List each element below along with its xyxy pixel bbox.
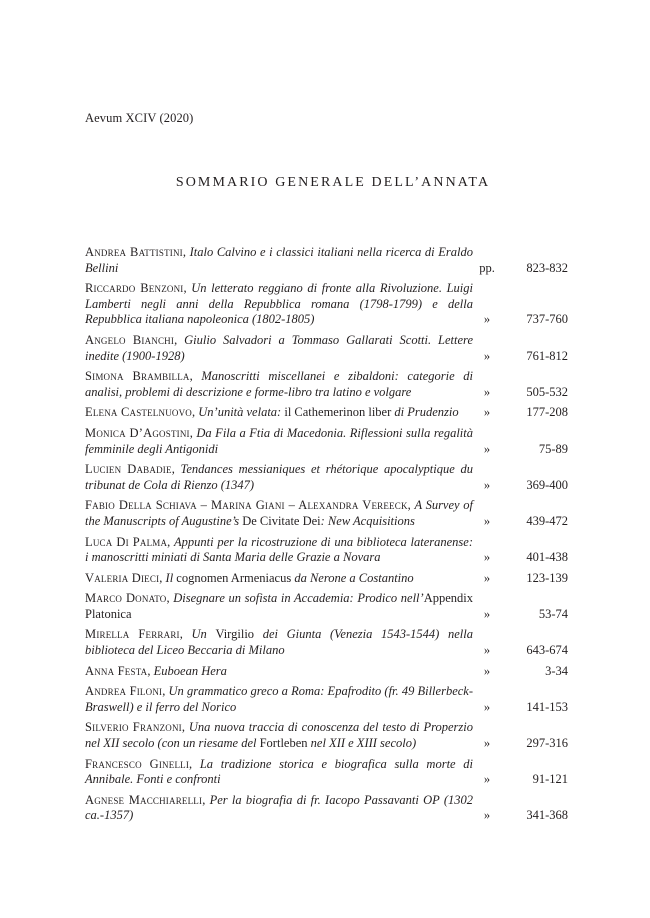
entry-title-part: Il <box>165 570 177 585</box>
toc-entry-text: Marco Donato, Disegnare un sofista in Accademia: Prodico nell’Appendix Platonica <box>85 591 473 621</box>
toc-entry <box>85 535 568 566</box>
page-range: 341-368 <box>526 808 568 823</box>
entry-title-part: Disegnare un sofista in Accademia: Prodico nell’ <box>173 591 424 606</box>
entry-title-part: Un’unità velata: <box>198 405 285 420</box>
page-range: 761-812 <box>526 348 568 363</box>
page-marker: » <box>483 606 491 621</box>
toc-entry-text: Simona Brambilla, Manoscritti miscellanei e zibaldoni: categorie di analisi, problemi di descrizione e forme-libro tra latino e volgare <box>85 369 473 399</box>
toc-entry <box>85 333 568 364</box>
entry-title-part: Da Fila a Ftia di Macedonia. Riflessioni sulla regalità femminile degli Antigonidi <box>85 425 473 456</box>
toc-entry-text: Lucien Dabadie, Tendances messianiques et rhétorique apocalyptique du tribunat de Cola di Rienzo (1347) <box>85 462 474 492</box>
toc-entry <box>85 369 568 400</box>
page-marker: » <box>483 441 491 456</box>
page-marker: pp. <box>479 260 495 275</box>
page-marker: » <box>483 699 491 714</box>
entry-author: Simona Brambilla <box>85 369 190 384</box>
entry-title-part: Un letterato reggiano di fronte alla Rivoluzione. Luigi Lamberti negli anni della Repubblica romana (1798-1799) e della Repubblica italiana napoleonica (1802-1805) <box>85 281 474 327</box>
page-range: 141-153 <box>526 699 568 714</box>
entry-title-part: dei Giunta (Venezia 1543-1544) nella biblioteca del Liceo Beccaria di Milano <box>85 627 473 658</box>
entry-author: Luca Di Palma <box>85 534 168 549</box>
toc-entry-text: Angelo Bianchi, Giulio Salvadori a Tommaso Gallarati Scotti. Lettere inedite (1900-1928) <box>85 332 473 363</box>
entry-title-part: Giulio Salvadori a Tommaso Gallarati Scotti. Lettere inedite (1900-1928) <box>85 332 473 363</box>
entry-title-part: Tendances messianiques et rhétorique apocalyptique du tribunat de Cola di Rienzo (1347) <box>85 462 474 492</box>
toc-entry <box>85 498 568 529</box>
page-range: 53-74 <box>538 606 568 621</box>
toc-entry <box>85 664 568 680</box>
entry-author: Anna Festa <box>85 663 148 678</box>
entry-title-part: Per la biografia di fr. Iacopo Passavanti OP (1302 ca.-1357) <box>85 792 473 823</box>
toc-entry <box>85 720 568 751</box>
page-marker: » <box>483 550 491 565</box>
entry-author: Mirella Ferrari <box>85 627 180 642</box>
toc-entry <box>85 684 568 715</box>
page-range: 737-760 <box>526 312 568 327</box>
entry-author: Valeria Dieci <box>85 570 160 585</box>
toc-entry-text: Riccardo Benzoni, Un letterato reggiano di fronte alla Rivoluzione. Luigi Lamberti negli anni della Repubblica romana (1798-1799) e della Repubblica italiana napoleonica (1802-1805) <box>85 281 474 327</box>
entry-title-part: De Civitate Dei <box>242 513 321 528</box>
entry-title-part: di Prudenzio <box>391 405 459 420</box>
page-marker: » <box>483 477 491 492</box>
toc-entry-text: Mirella Ferrari, Un Virgilio dei Giunta (Venezia 1543-1544) nella biblioteca del Liceo Beccaria di Milano <box>85 627 473 658</box>
toc-entry <box>85 571 568 587</box>
toc-entry-text: Fabio Della Schiava – Marina Giani – Alexandra Vereeck, A Survey of the Manuscripts of Augustine’s De Civitate Dei: New Acquisitions <box>85 498 473 528</box>
page-range: 91-121 <box>532 772 568 787</box>
page-marker: » <box>483 772 491 787</box>
entry-author: Silverio Franzoni <box>85 720 182 735</box>
page-marker: » <box>483 405 491 420</box>
entry-title-part: Virgilio <box>215 627 255 642</box>
page-range: 505-532 <box>526 384 568 399</box>
entry-title-part: Italo Calvino e i classici italiani nella ricerca di Eraldo Bellini <box>85 245 473 275</box>
toc-entry-text: Andrea Battistini, Italo Calvino e i classici italiani nella ricerca di Eraldo Bellini <box>85 245 473 275</box>
table-of-contents <box>85 245 568 829</box>
toc-entry-text: Luca Di Palma, Appunti per la ricostruzione di una biblioteca lateranense: i manoscritti miniati di Santa Maria delle Grazie a Novara <box>85 534 473 565</box>
page-range: 3-34 <box>545 663 568 678</box>
entry-title-part: nel XII e XIII secolo) <box>307 736 417 751</box>
page-range: 401-438 <box>526 550 568 565</box>
toc-entry <box>85 426 568 457</box>
toc-entry <box>85 405 568 421</box>
toc-entry-text: Silverio Franzoni, Una nuova traccia di conoscenza del testo di Properzio nel XII secolo (con un riesame del Fortleben nel XII e XIII secolo) <box>85 720 474 751</box>
toc-entry-text: Francesco Ginelli, La tradizione storica e biografica sulla morte di Annibale. Fonti e confronti <box>85 756 473 787</box>
entry-title-part: Una nuova traccia di conoscenza del testo di Properzio nel XII secolo (con un riesame del <box>85 720 474 751</box>
page-range: 643-674 <box>526 643 568 658</box>
entry-title-part: Appunti per la ricostruzione di una biblioteca lateranense: i manoscritti miniati di Santa Maria delle Grazie a Novara <box>85 534 473 565</box>
toc-entry-text: Elena Castelnuovo, Un’unità velata: il Cathemerinon liber di Prudenzio <box>85 405 459 420</box>
toc-entry-text: Monica D’Agostini, Da Fila a Ftia di Macedonia. Riflessioni sulla regalità femminile degli Antigonidi <box>85 425 473 456</box>
entry-author: Agnese Macchiarelli <box>85 792 203 807</box>
page-marker: » <box>483 663 491 678</box>
page-title: SOMMARIO GENERALE DELL’ANNATA <box>175 175 491 190</box>
entry-title-part: Un <box>191 627 216 642</box>
toc-entry <box>85 591 568 622</box>
toc-entry <box>85 793 568 824</box>
page-marker: » <box>483 808 491 823</box>
entry-title-part: Euboean Hera <box>153 663 227 678</box>
page-range: 369-400 <box>526 477 568 492</box>
entry-author: Lucien Dabadie <box>85 462 172 477</box>
entry-author: Monica D’Agostini <box>85 425 190 440</box>
toc-entry-text: Anna Festa, Euboean Hera <box>85 663 227 678</box>
page-range: 177-208 <box>526 405 568 420</box>
entry-title-part: : New Acquisitions <box>320 513 415 528</box>
entry-title-part: il Cathemerinon liber <box>284 405 392 420</box>
page-range: 823-832 <box>526 260 568 275</box>
entry-author: Andrea Battistini <box>85 245 183 259</box>
page-marker: » <box>483 570 491 585</box>
toc-entry-text: Valeria Dieci, Il cognomen Armeniacus da Nerone a Costantino <box>85 570 414 585</box>
entry-author: Fabio Della Schiava – Marina Giani – Alexandra Vereeck <box>85 498 408 513</box>
entry-author: Francesco Ginelli <box>85 756 190 771</box>
page-marker: » <box>483 643 491 658</box>
toc-entry <box>85 627 568 658</box>
entry-author: Riccardo Benzoni <box>85 281 184 296</box>
entry-author: Andrea Filoni <box>85 684 163 699</box>
page-range: 75-89 <box>538 441 568 456</box>
toc-entry <box>85 281 568 328</box>
page-marker: » <box>483 348 491 363</box>
entry-title-part: Un grammatico greco a Roma: Epafrodito (fr. 49 Billerbeck-Braswell) e il ferro del Norico <box>85 684 473 714</box>
toc-entry <box>85 757 568 788</box>
toc-entry-text: Agnese Macchiarelli, Per la biografia di fr. Iacopo Passavanti OP (1302 ca.-1357) <box>85 792 473 823</box>
page-range: 439-472 <box>526 513 568 528</box>
entry-title-part: cognomen Armeniacus <box>176 570 292 585</box>
toc-entry <box>85 245 568 276</box>
page-marker: » <box>483 312 491 327</box>
entry-title-part: Fortleben <box>259 736 308 751</box>
entry-title-part: da Nerone a Costantino <box>291 570 414 585</box>
page-marker: » <box>483 384 491 399</box>
entry-author: Angelo Bianchi <box>85 332 175 347</box>
journal-issue-header: Aevum XCIV (2020) <box>85 111 194 125</box>
page-range: 297-316 <box>526 736 568 751</box>
toc-entry-text: Andrea Filoni, Un grammatico greco a Roma: Epafrodito (fr. 49 Billerbeck-Braswell) e il ferro del Norico <box>85 684 473 714</box>
page-marker: » <box>483 736 491 751</box>
entry-author: Marco Donato <box>85 591 167 606</box>
entry-title-part: A Survey of the Manuscripts of Augustine’s <box>85 498 473 528</box>
page-marker: » <box>483 513 491 528</box>
entry-author: Elena Castelnuovo <box>85 405 192 420</box>
entry-title-part: Appendix Platonica <box>85 591 473 621</box>
entry-title-part: Manoscritti miscellanei e zibaldoni: categorie di analisi, problemi di descrizione e forme-libro tra latino e volgare <box>85 369 473 399</box>
page-range: 123-139 <box>526 570 568 585</box>
toc-entry <box>85 462 568 493</box>
entry-title-part: La tradizione storica e biografica sulla morte di Annibale. Fonti e confronti <box>85 756 473 787</box>
